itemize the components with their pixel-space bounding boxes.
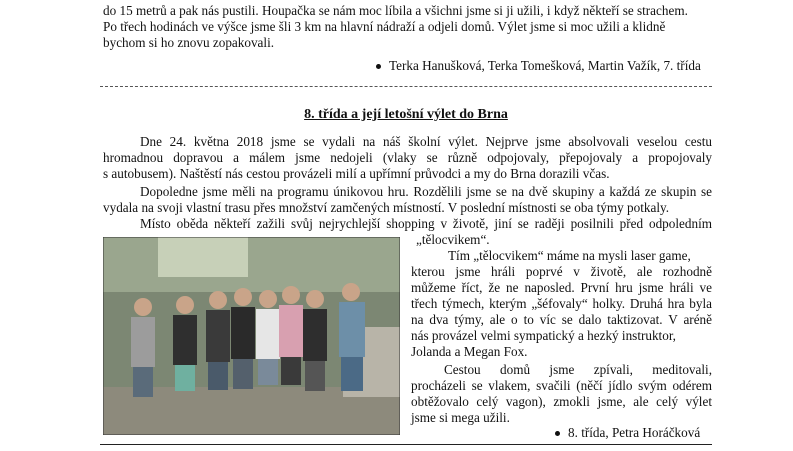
prev-article-line-1: do 15 metrů a pak nás pustili. Houpačka se nám moc líbila a všichni jsme si ji užili, i když někteří se strachem. <box>103 3 688 18</box>
bullet-icon <box>555 431 560 436</box>
side-line-5: na dva týmy, ale o to víc se dalo taktizovat. V aréně <box>411 312 712 327</box>
prev-article-line-2: Po třech hodinách ve výšce jsme šli 3 km na hlavní nádraží a odjeli domů. Výlet jsme si moc užili a klidně <box>103 19 666 34</box>
article-line-7: „tělocvikem“. <box>416 232 490 247</box>
side-line-7: Jolanda a Megan Fox. <box>411 344 528 359</box>
side-line-8: Cestou domů jsme zpívali, meditovali, <box>444 362 712 377</box>
side-line-6: nás provázel velmi sympatický a hezký instruktor, <box>411 328 676 343</box>
prev-article-authors <box>376 58 701 74</box>
article-authors-text: 8. třída, Petra Horáčková <box>568 425 701 440</box>
class-photo-illustration <box>103 237 400 435</box>
side-line-3: můžeme říct, že ne naposled. První hru jsme hráli ve <box>411 280 712 295</box>
bottom-rule <box>100 444 712 445</box>
section-divider <box>100 86 712 87</box>
article-line-4: Dopoledne jsme měli na programu únikovou hru. Rozdělili jsme se na dvě skupiny a každá ze skupin se <box>140 184 712 199</box>
prev-article-line-3: bychom si ho znovu zopakovali. <box>103 35 275 50</box>
article-line-2: hromadnou dopravou a málem jsme nedojeli (vlaky se různě odpojovaly, přepojovaly a propojovaly <box>103 150 712 165</box>
article-title: 8. třída a její letošní výlet do Brna <box>304 107 508 122</box>
article-line-1: Dne 24. května 2018 jsme se vydali na náš školní výlet. Nejprve jsme absolvovali veselou cestu <box>140 134 712 149</box>
article-line-5: vydala na svoji vlastní trasu přes množství zamčených místností. V poslední místnosti se oba týmy potkaly. <box>103 200 670 215</box>
side-line-4: třech týmech, kterým „šéfovaly“ holky. Druhá hra byla <box>411 296 712 311</box>
side-line-11: jsme si mega užili. <box>411 410 510 425</box>
article-line-3: s autobusem). Naštěstí nás cestou provázeli milí a upřímní průvodci a my do Brna dorazili včas. <box>103 166 610 181</box>
prev-article-authors-text: Terka Hanušková, Terka Tomešková, Martin Važík, 7. třída <box>389 58 701 73</box>
side-line-2: kterou jsme hráli poprvé v životě, ale rozhodně <box>411 264 712 279</box>
side-line-1: Tím „tělocvikem“ máme na mysli laser game, <box>448 248 691 263</box>
article-authors <box>555 425 700 441</box>
side-line-9: procházeli se vlakem, svačili (něčí jídlo svým odérem <box>411 378 712 393</box>
article-line-6: Místo oběda někteří zažili svůj nejrychlejší shopping v životě, jiní se raději posilnili před odpoledním <box>140 216 712 231</box>
bullet-icon <box>376 64 381 69</box>
side-line-10: obtěžovalo celý vagon), zmokli jsme, ale celý výlet <box>411 394 712 409</box>
class-photo <box>103 237 400 435</box>
